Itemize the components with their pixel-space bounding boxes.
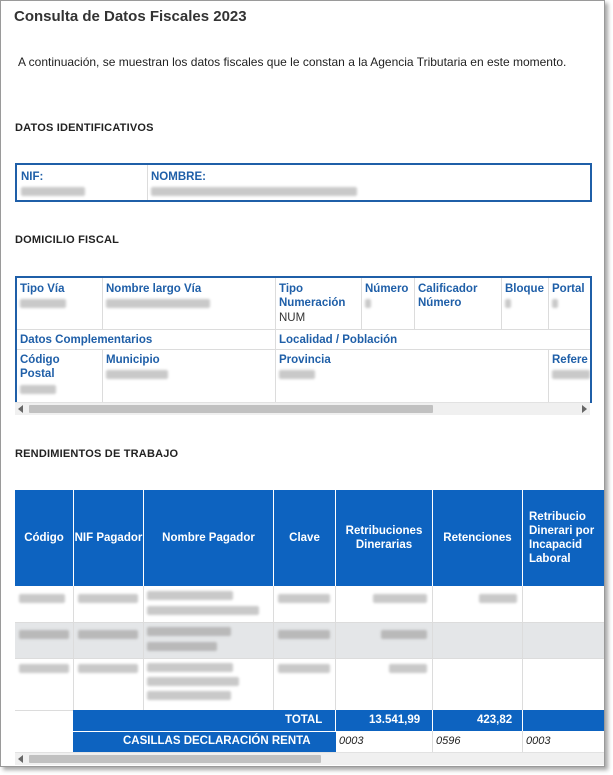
casilla-retribuciones: 0003	[339, 735, 364, 747]
scroll-left-arrow-icon[interactable]	[18, 755, 23, 763]
section-datos-identificativos: DATOS IDENTIFICATIVOS	[15, 122, 154, 134]
scroll-thumb[interactable]	[29, 405, 433, 413]
provincia-value	[279, 370, 315, 379]
provincia-label: Provincia	[279, 354, 331, 366]
intro-text: A continuación, se muestran los datos fiscales que le constan a la Agencia Tributaria en este momento.	[18, 55, 567, 69]
tipo-numeracion-value: NUM	[279, 312, 306, 324]
casilla-incapacidad: 0003	[526, 735, 551, 747]
scroll-left-arrow-icon[interactable]	[18, 405, 23, 413]
bloque-label: Bloque	[505, 283, 544, 295]
numero-value	[365, 299, 371, 308]
rendimientos-table	[15, 490, 604, 752]
nif-label: NIF:	[21, 171, 44, 183]
header-retenciones: Retenciones	[443, 532, 512, 544]
section-rendimientos-trabajo: RENDIMIENTOS DE TRABAJO	[15, 448, 179, 460]
scroll-right-arrow-icon[interactable]	[582, 405, 587, 413]
ident-box	[15, 163, 592, 202]
codigo-postal-label: Código Postal	[20, 354, 60, 380]
referencia-label: Refere	[552, 354, 588, 366]
domicilio-box	[15, 276, 592, 403]
table-row	[15, 586, 604, 622]
header-clave: Clave	[289, 532, 320, 544]
tipo-numeracion-label: Tipo Numeración	[279, 283, 346, 309]
nif-value	[21, 187, 85, 196]
casilla-retenciones: 0596	[436, 735, 461, 747]
header-retribuciones: Retribuciones Dinerarias	[345, 525, 423, 551]
page-title: Consulta de Datos Fiscales 2023	[14, 8, 247, 25]
nombre-via-label: Nombre largo Vía	[106, 283, 202, 295]
numero-label: Número	[365, 283, 409, 295]
total-retenciones: 423,82	[477, 714, 513, 726]
portal-label: Portal	[552, 283, 585, 295]
section-domicilio-fiscal: DOMICILIO FISCAL	[15, 234, 120, 246]
header-nif-pagador: NIF Pagador	[74, 532, 143, 544]
total-retribuciones: 13.541,99	[369, 714, 421, 726]
scroll-thumb[interactable]	[29, 755, 321, 763]
tipo-via-value	[20, 299, 66, 308]
casillas-label: CASILLAS DECLARACIÓN RENTA	[123, 735, 311, 747]
codigo-postal-value	[20, 385, 56, 394]
municipio-value	[106, 370, 168, 379]
total-label: TOTAL	[285, 714, 323, 726]
calificador-label: Calificador Número	[418, 283, 478, 309]
domicilio-scrollbar[interactable]	[15, 402, 590, 415]
datos-complementarios-label: Datos Complementarios	[20, 334, 153, 346]
header-codigo: Código	[24, 532, 64, 544]
tipo-via-label: Tipo Vía	[20, 283, 65, 295]
header-nombre-pagador: Nombre Pagador	[162, 532, 255, 544]
referencia-value	[552, 370, 590, 379]
municipio-label: Municipio	[106, 354, 160, 366]
localidad-label: Localidad / Población	[279, 334, 398, 346]
table-row	[15, 622, 604, 658]
bloque-value	[505, 299, 511, 308]
nombre-label: NOMBRE:	[151, 171, 206, 183]
nombre-value	[151, 187, 357, 196]
nombre-via-value	[106, 299, 210, 308]
portal-value	[552, 299, 558, 308]
header-incapacidad: Retribucio Dinerari por Incapacid Laboral	[529, 511, 595, 565]
rendimientos-scrollbar[interactable]	[15, 752, 604, 765]
